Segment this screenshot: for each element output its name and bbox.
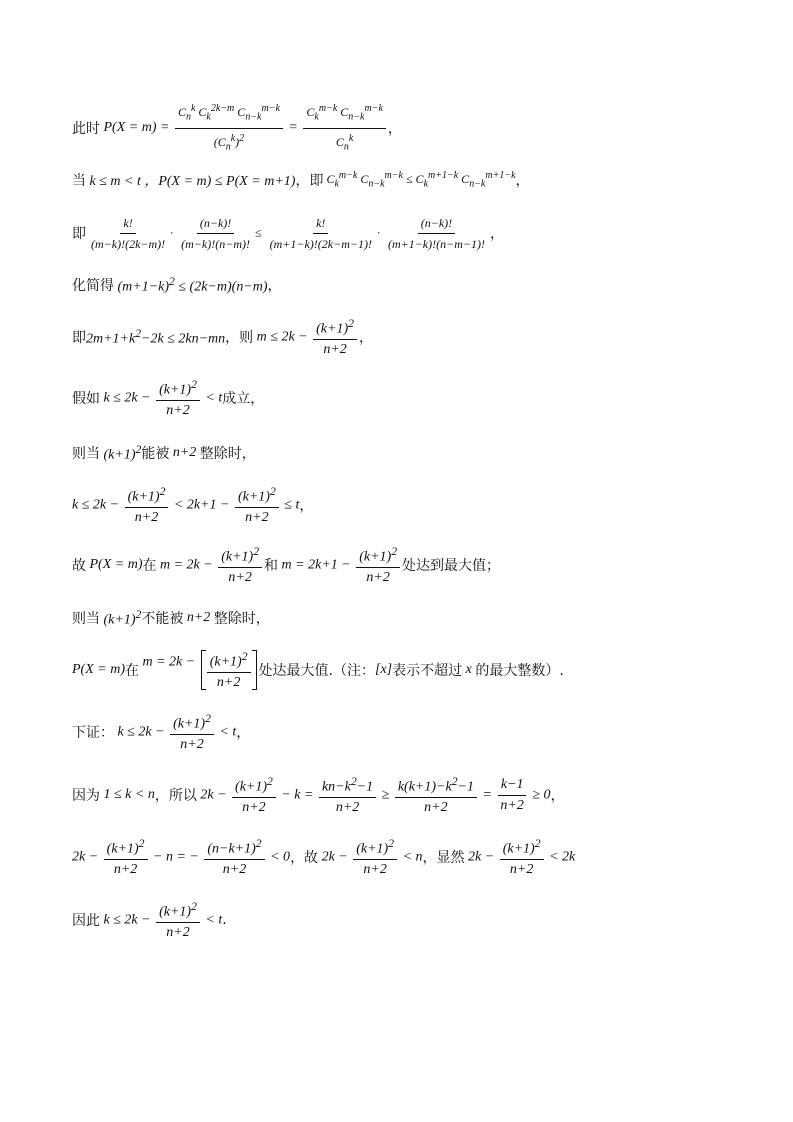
formula: m = 2k − $(k+1)^2$ n+2 [139, 650, 259, 690]
text-suffix: ， [267, 278, 282, 294]
text-mid: ，所以 [154, 788, 197, 804]
line-5 [72, 312, 373, 362]
text-suffix: 整除时， [213, 611, 270, 627]
line-1 [72, 103, 402, 153]
text-mid: ，即 [295, 173, 324, 189]
text-mid: ，则 [225, 330, 254, 346]
line-15 [72, 895, 227, 945]
text-mid: 和 [264, 558, 279, 574]
line-10 [72, 593, 270, 643]
line-11 [72, 645, 564, 695]
line-9 [72, 540, 500, 590]
formula: k ≤ 2k − $\frac{(k+1)^2}{n+2}$ < t [100, 377, 223, 419]
formula: n+2 [183, 610, 214, 625]
line-2 [72, 155, 530, 205]
formula: m = 2k+1 − $\frac{(k+1)^2}{n+2}$ [278, 543, 402, 588]
text-prefix: 即 [72, 226, 86, 242]
text-suffix: ， [550, 788, 565, 804]
line-12 [72, 707, 250, 757]
formula: 2k − $\frac{(k+1)^2}{n+2}$ − n = − $\frac{(n-k+1)^2}{n+2}$ < 0 [72, 836, 291, 878]
formula: $\frac{k!}{(m-k)!(2k-m)!}$ · $\frac{(n-k)!}{(m-k)!(n-m)!}$ ≤ $\frac{k!}{(m+1-k)!(2k-m-1)!}$ · $\frac{(n-k)!}{(m+1-k)!(n-m-1)!}$ [91, 215, 485, 251]
formula: $(m+1-k)^2 \le (2k-m)(n-m)$ [114, 274, 268, 295]
text-mid: 在 [125, 663, 139, 679]
line-8 [72, 480, 313, 530]
formula: k ≤ 2k − $\frac{(k+1)^2}{n+2}$ < 2k+1 − $\frac{(k+1)^2}{n+2}$ ≤ t [72, 484, 300, 526]
formula: P(X = m) = $C_n^k$ $C_k^{2k-m}$ $C_{n-k}^{m-k}$ $(C_n^k)^2$ = $C_k^{m-k}$ $C_{n-k}^{m-k}$ $C_n^k$ [100, 100, 388, 156]
formula: k ≤ 2k − $\frac{(k+1)^2}{n+2}$ < t [100, 899, 223, 941]
formula: n+2 [169, 445, 200, 460]
text-prefix: 因为 [72, 788, 100, 804]
formula: 1 ≤ k < n [100, 787, 155, 802]
text-suffix: ， [489, 226, 504, 242]
text-suffix: ， [515, 173, 530, 189]
formula: k ≤ 2k − $\frac{(k+1)^2}{n+2}$ < t [114, 711, 237, 753]
text-prefix: 化简得 [72, 278, 114, 294]
formula: $(k+1)^2$ [100, 607, 142, 628]
text-mid: ，故 [290, 850, 319, 866]
text-suffix: ， [299, 498, 314, 514]
text-prefix: 此时 [72, 121, 100, 137]
text-prefix: 下证： [72, 725, 114, 741]
formula: k ≤ m < t ，P(X = m) ≤ P(X = m+1) [86, 174, 296, 189]
formula: m ≤ 2k − $\frac{(k+1)^2}{n+2}$ [253, 315, 359, 360]
text-prefix: 因此 [72, 913, 100, 929]
text-prefix: 故 [72, 558, 86, 574]
formula: $C_k^{m-k}$ $C_{n-k}^{m-k} \le C_k^{m+1-k}$ $C_{n-k}^{m+1-k}$ [323, 170, 516, 190]
formula: 2k − $\frac{(k+1)^2}{n+2}$ < n [318, 836, 423, 878]
text-mid: 的最大整数）. [475, 663, 564, 679]
formula: x [462, 662, 476, 677]
line-3 [72, 208, 504, 258]
text-suffix: 整除时， [199, 446, 256, 462]
text-suffix: 成立， [222, 391, 265, 407]
text-mid: 表示不超过 [392, 663, 463, 679]
formula: 2k − $\frac{(k+1)^2}{n+2}$ − k = $\frac{kn-k^2-1}{n+2}$ ≥ $\frac{k(k+1)-k^2-1}{n+2}$ = $\frac{k-1}{n+2}$ ≥ 0 [196, 774, 551, 816]
formula: 2k − $\frac{(k+1)^2}{n+2}$ < 2k [464, 836, 576, 878]
formula: [x] [375, 662, 393, 677]
formula: P(X = m) [86, 557, 143, 572]
text-prefix: 则当 [72, 446, 100, 462]
text-suffix: . [222, 912, 227, 928]
line-6 [72, 373, 264, 423]
text-suffix: ， [236, 725, 251, 741]
formula: P(X = m) [72, 662, 125, 677]
text-mid: 处达最大值.（注： [258, 663, 375, 679]
formula: $2m+1+k^2-2k \le 2kn-mn$ [86, 326, 226, 347]
text-mid: 能被 [141, 446, 170, 462]
text-suffix: ， [358, 330, 373, 346]
text-mid: 在 [142, 558, 157, 574]
text-mid: ，显然 [422, 850, 465, 866]
text-prefix: 当 [72, 173, 86, 189]
formula: m = 2k − $\frac{(k+1)^2}{n+2}$ [157, 543, 265, 588]
line-4 [72, 260, 282, 310]
text-suffix: 处达到最大值； [402, 558, 501, 574]
line-13 [72, 770, 565, 820]
text-prefix: 则当 [72, 611, 100, 627]
text-suffix: ， [387, 121, 402, 137]
line-7 [72, 428, 256, 478]
text-mid: 不能被 [141, 611, 184, 627]
formula: $(k+1)^2$ [100, 442, 142, 463]
line-14 [72, 832, 575, 882]
text-prefix: 假如 [72, 391, 100, 407]
text-prefix: 即 [72, 330, 86, 346]
